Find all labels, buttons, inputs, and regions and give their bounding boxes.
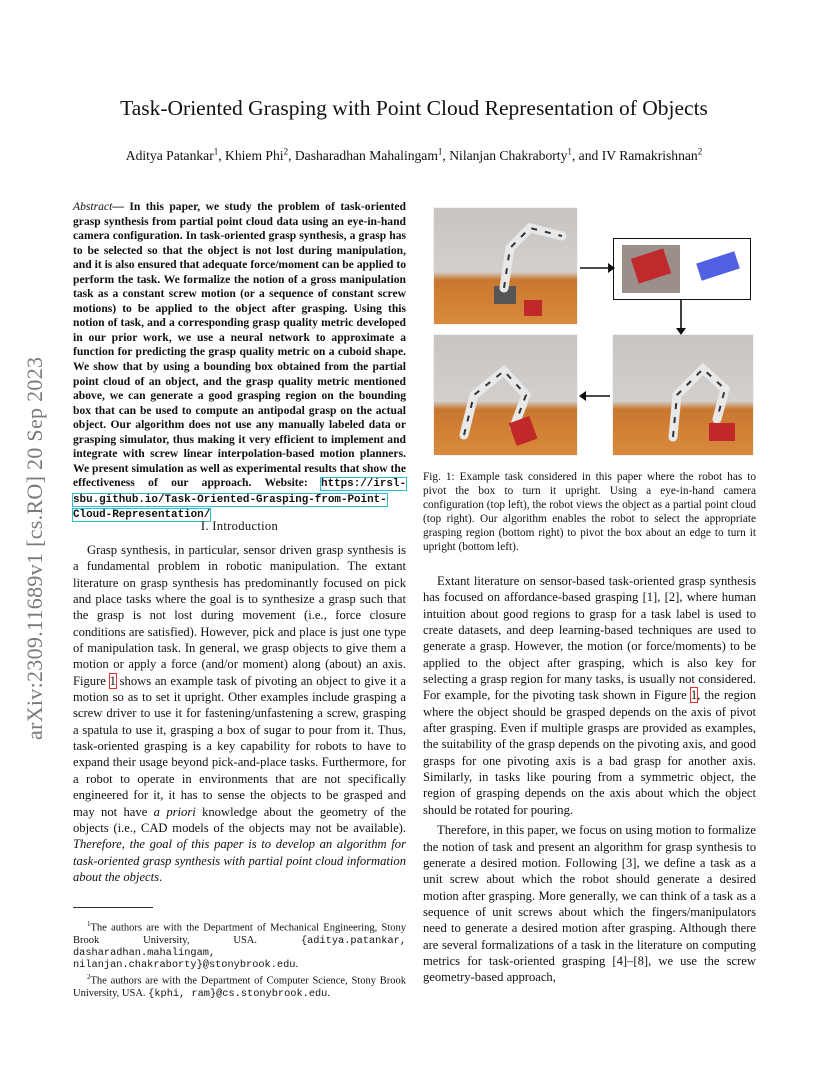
abstract-text: In this paper, we study the problem of task-oriented grasp synthesis from partial point cloud data using an eye-in-hand camera configuration. In task-oriented grasp synthesis, a grasp has to be selected so that the object is not lost during manipulation, and it is also ensured that adequate force/moment can be applied to perform the task. We formalize the notion of a gross manipulation task as a constant screw motion (or a sequence of constant screw motions) to be applied to the object after grasping. Using this notion of task, and a corresponding grasp quality metric developed in our prior work, we use a neural network to approximate a function for predicting the grasp quality metric on a cuboid shape. We show that by using a bounding box obtained from the partial point cloud of an object, and the grasp quality metric mentioned above, we can generate a good grasping region on the bounding box that can be used to compute an antipodal grasp on the actual object. Our algorithm does not use any manually labeled data or grasping simulator, thus making it very efficient to implement and integrate with screw linear interpolation-based motion planners. We present simulation as well as experimental results that show the effectiveness of our approach. Website: — [73, 200, 407, 490]
right-column-text: Extant literature on sensor-based task-oriented grasp synthesis has focused on affordance-based grasping [1], [2], where human intuition about good regions to grasp for a task label is used to create datasets, and deep learning-based techniques are used to generate a grasp. However, the motion (or force/moments) to be applied to the object after grasping, which is also key for selecting a grasp region for many tasks, is usually not considered. For example, for the pivoting task shown in Figure 1, the region where the object should be grasped depends on the axis of pivot after grasping. Even if multiple grasps are provided as examples, the suitability of the grasp depends on the pivoting axis, and good grasps for one pivoting axis is a bad grasp for another axis. Similarly, in tasks like pouring from a symmetric object, the region of grasping depends on the axis about which the object should be rotated for pouring. Therefore, in this paper, we focus on using motion to formalize the notion of task and present an algorithm for grasp synthesis to generate a desired motion. Following [3], we define a task as a unit screw about which the robot should generate a desired motion after grasping. More generally, we can think of a task as a sequence of unit screws about which the fingers/manipulators need to generate a desired motion after grasping. Although there are several formalizations of a task in the literature on computing metrics for task-oriented grasping [4]–[8], we use the screw geometry-based approach, — [423, 574, 756, 985]
author: Nilanjan Chakraborty$^1$, and — [449, 146, 602, 163]
website-link[interactable]: https://irsl-sbu.github.io/Task-Oriented-Grasping-from-Point-Cloud-Representation/ — [73, 478, 406, 522]
footnote-2: $^2$The authors are with the Department of Computer Science, Stony Brook University, USA. {kphi, ram}@cs.stonybrook.edu. — [73, 973, 406, 1001]
figure-caption: Fig. 1: Example task considered in this paper where the robot has to pivot the box to turn it upright. Using a eye-in-hand camera configuration (top left), the robot views the object as a partial point cloud (top right). Our algorithm enables the robot to select the appropriate grasping region (bottom right) to pivot the box about an edge to turn it upright (bottom left). — [423, 471, 756, 553]
abstract: Abstract— In this paper, we study the problem of task-oriented grasp synthesis from partial point cloud data using an eye-in-hand camera configuration. In task-oriented grasp synthesis, a grasp has to be selected so that the object is not lost during manipulation, and it is also ensured that adequate force/moment can be applied to perform the task. We formalize the notion of a gross manipulation task as a constant screw motion (or a sequence of constant screw motions) to be applied to the object after grasping. Using this notion of task, and a corresponding grasp quality metric developed in our prior work, we use a neural network to approximate a function for predicting the grasp quality metric on a cuboid shape. We show that by using a bounding box obtained from the partial point cloud of an object, and the grasp quality metric mentioned above, we can generate a good grasping region on the bounding box that can be used to compute an antipodal grasp on the actual object. Our algorithm does not use any manually labeled data or grasping simulator, thus making it very efficient to implement and integrate with screw linear interpolation-based motion planners. We present simulation as well as experimental results that show the effectiveness of our approach. Website: https://irsl-sbu.github.io/Task-Oriented-Grasping-from-Point-Cloud-Representation/ — [73, 200, 407, 522]
figure-1 — [428, 208, 754, 458]
author: Dasharadhan Mahalingam$^1$, — [294, 146, 450, 163]
figure-arrows — [428, 208, 754, 458]
arxiv-stamp: arXiv:2309.11689v1 [cs.RO] 20 Sep 2023 — [22, 356, 47, 740]
author: IV Ramakrishnan$^2$ — [601, 146, 703, 163]
section-heading: I. Introduction — [200, 519, 279, 533]
abstract-label: Abstract — [73, 200, 113, 213]
introduction-text: Grasp synthesis, in particular, sensor driven grasp synthesis is a fundamental problem in robotic manipulation. The extant literature on grasp synthesis has predominantly focused on pick and place tasks where the goal is to synthesize a grasp such that the grasp is not lost during movement (i.e., force closure conditions are satisfied). However, pick and place is just one type of manipulation task. In general, we grasp objects to give them a motion or apply a force (and/or moment) along (about) an axis. Figure 1 shows an example task of pivoting an object to give it a motion so as to set it upright. Other examples include grasping a screw driver to use it for fastening/unfastening a screw, grasping a spatula to use it, grasping a box of sugar to pour from it. Thus, task-oriented grasping is a key capability for robots to have to expand their usage beyond pick-and-place tasks. Furthermore, for a robot to operate in environments that are not specifically engineered for it, it has to sense the objects to be grasped and may not have a priori knowledge about the geometry of the objects (i.e., CAD models of the objects may not be available). Therefore, the goal of this paper is to develop an algorithm for task-oriented grasp synthesis with partial point cloud information about the objects. — [73, 543, 406, 884]
footnotes — [73, 918, 406, 1000]
paper-title: Task-Oriented Grasping with Point Cloud Representation of Objects — [120, 96, 708, 120]
footnote-1: $^1$The authors are with the Department of Mechanical Engineering, Stony Brook University, USA. {aditya.patankar, dasharadhan.mahalingam, nilanjan.chakraborty}@stonybrook.edu. — [73, 920, 406, 972]
figure-ref-link[interactable]: 1 — [109, 673, 116, 688]
footnote-rule — [73, 907, 153, 908]
author: Aditya Patankar$^1$, — [125, 146, 226, 163]
figure-ref-link[interactable]: 1 — [690, 688, 698, 703]
author: Khiem Phi$^2$, — [225, 146, 295, 163]
author-list — [0, 146, 828, 164]
